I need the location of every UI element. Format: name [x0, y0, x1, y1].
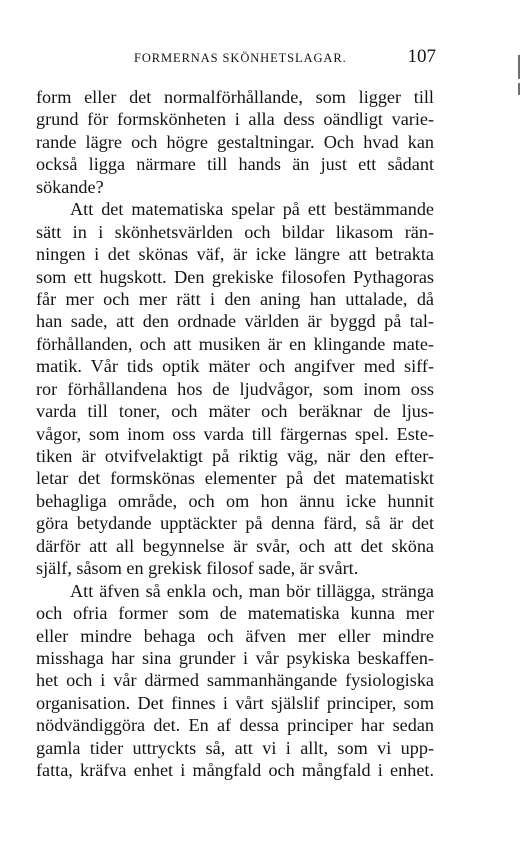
- text-line: matik. Vår tids optik mäter och angifver med siff-: [36, 356, 434, 377]
- text-line: sätt in i skönhetsvärlden och bildar likasom rän-: [36, 221, 434, 242]
- text-line: därför att all begynnelse är svår, och att det sköna: [36, 535, 434, 556]
- text-line: och ofria former som de matematiska kunna mer: [36, 603, 434, 624]
- text-line: ningen i det skönas väf, är icke längre att betrakta: [36, 244, 434, 265]
- text-line: själf, såsom en grekisk filosof sade, är svårt.: [36, 558, 359, 579]
- page-number: 107: [407, 46, 436, 67]
- text-line: Att det matematiska spelar på ett bestämmande: [70, 199, 434, 220]
- text-line: gamla tider uttryckts så, att vi i allt, som vi upp-: [36, 737, 434, 758]
- text-line: också ligga närmare till hands än just ett sådant: [36, 154, 434, 175]
- text-line: organisation. Det finnes i vårt själslif principer, som: [36, 692, 434, 713]
- text-line: sökande?: [36, 176, 104, 197]
- text-line: fatta, kräfva enhet i mångfald och mångfald i enhet.: [36, 760, 434, 781]
- text-line: eller mindre behaga och äfven mer eller mindre: [36, 625, 434, 646]
- text-line: misshaga har sina grunder i vår psykiska beskaffen-: [36, 647, 434, 668]
- text-line: han sade, att den ordnade världen är byggd på tal-: [36, 311, 434, 332]
- text-line: vågor, som inom oss varda till färgernas spel. Este-: [36, 423, 434, 444]
- text-line: form eller det normalförhållande, som ligger till: [36, 87, 434, 107]
- text-line: som ett hugskott. Den grekiske filosofen Pythagoras: [36, 266, 434, 287]
- text-line: tiken är otvifvelaktigt på riktig väg, när den efter-: [36, 446, 434, 466]
- text-line: letar det formskönas elementer på det matematiskt: [36, 468, 434, 489]
- text-line: behagliga område, och om hon ännu icke hunnit: [36, 490, 434, 511]
- body-text: [36, 86, 434, 782]
- running-head: [52, 47, 448, 71]
- text-line: grund för formskönheten i alla dess oändligt varie-: [36, 109, 434, 130]
- text-line: göra betydande upptäckter på denna färd, så är det: [36, 513, 434, 534]
- text-line: rande lägre och högre gestaltningar. Och hvad kan: [36, 131, 434, 152]
- text-line: ror förhållandena hos de ljudvågor, som inom oss: [36, 378, 434, 399]
- paragraph-2: [36, 198, 434, 579]
- text-line: varda till toner, och mäter och beräknar de ljus-: [36, 401, 434, 422]
- paragraph-1: [36, 86, 434, 198]
- text-line: het och i vår därmed sammanhängande fysiologiska: [36, 670, 434, 691]
- text-line: förhållanden, och att musiken är en klingande mate-: [36, 333, 434, 354]
- text-line: Att äfven så enkla och, man bör tillägga, stränga: [70, 580, 434, 601]
- running-title: FORMERNAS SKÖNHETSLAGAR.: [134, 51, 347, 65]
- text-line: får mer och mer rätt i den aning han uttalade, då: [36, 288, 434, 309]
- paragraph-3: [36, 580, 434, 782]
- text-line: nödvändiggöra det. En af dessa principer har sedan: [36, 715, 434, 736]
